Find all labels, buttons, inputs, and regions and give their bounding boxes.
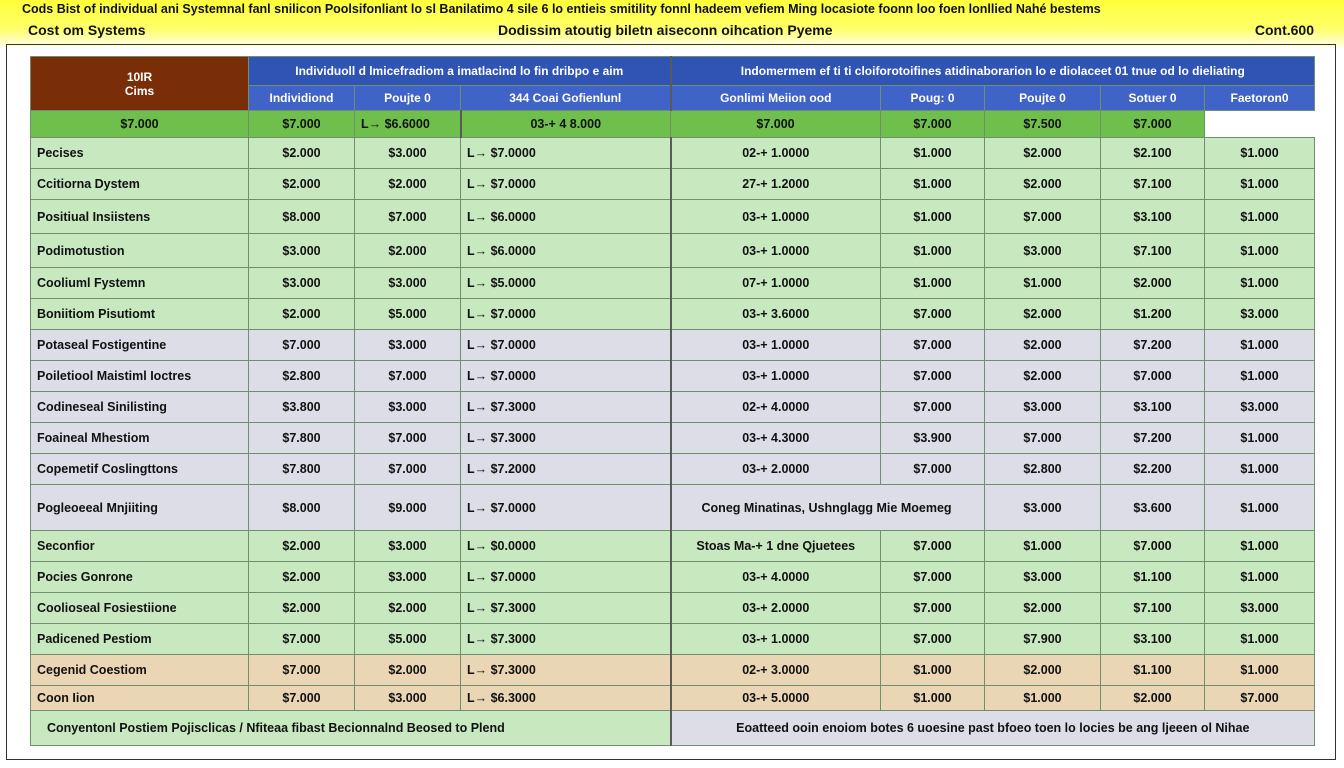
table-cell: 03-+ 1.0000 [671,624,881,655]
table-cell: $7.100 [1101,234,1205,268]
table-cell: $3.000 [985,392,1101,423]
table-row[interactable] [31,531,1315,562]
table-cell: $3.800 [249,392,355,423]
table-cell: $1.000 [1205,655,1315,686]
table-cell: $2.000 [985,361,1101,392]
table-cell: $2.800 [249,361,355,392]
table-cell: $7.000 [881,531,985,562]
table-cell: $3.900 [881,423,985,454]
column-header[interactable]: Poujte 0 [355,86,461,111]
table-cell: L→ $6.0000 [461,200,671,234]
table-row[interactable] [31,111,1315,138]
table-cell: $7.000 [881,562,985,593]
column-header[interactable]: Poujte 0 [985,86,1101,111]
table-cell: $5.000 [355,624,461,655]
table-cell: 03-+ 4.0000 [671,562,881,593]
table-cell: 07-+ 1.0000 [671,268,881,299]
column-header[interactable]: Sotuer 0 [1101,86,1205,111]
table-cell: $1.000 [881,686,985,711]
corner-header-line: Cims [124,83,155,98]
table-cell: 02-+ 4.0000 [671,392,881,423]
table-cell: $3.000 [355,330,461,361]
table-cell: $3.000 [985,562,1101,593]
table-cell: L→ $5.0000 [461,268,671,299]
table-cell: $7.000 [985,423,1101,454]
table-cell: 03-+ 3.6000 [671,299,881,330]
table-cell: L→ $7.3000 [461,392,671,423]
table-cell: $1.000 [985,268,1101,299]
table-cell: $3.100 [1101,200,1205,234]
table-cell: $7.000 [985,200,1101,234]
table-cell: Stoas Ma-+ 1 dne Qjuetees [671,531,881,562]
group-header-left: Individuoll d lmicefradiom a imatlacind lo fin dribpo e aim [249,57,671,86]
table-row[interactable] [31,138,1315,169]
table-cell: $7.000 [1205,686,1315,711]
table-row[interactable] [31,624,1315,655]
table-cell: 03-+ 2.0000 [671,454,881,485]
table-cell: $7.000 [1101,111,1205,138]
table-cell: $2.000 [985,138,1101,169]
table-cell: $2.200 [1101,454,1205,485]
table-cell: $5.000 [355,299,461,330]
row-label: Pecises [31,138,249,169]
table-cell: $2.100 [1101,138,1205,169]
table-cell: $3.000 [249,268,355,299]
table-cell: $1.000 [881,169,985,200]
table-cell: $3.000 [1205,299,1315,330]
corner-header-line: 10IR [126,69,153,84]
table-cell: L→ $7.0000 [461,562,671,593]
table-cell: $1.000 [881,234,985,268]
table-cell: $7.200 [1101,423,1205,454]
table-cell: $7.000 [881,111,985,138]
table-cell: $3.100 [1101,392,1205,423]
table-row[interactable] [31,562,1315,593]
table-cell: 03-+ 1.0000 [671,361,881,392]
column-header[interactable]: Individiond [249,86,355,111]
table-cell: $8.000 [249,485,355,531]
group-header-right: Indomermem ef ti ti cloiforotoifines atidinaborarion lo e diolaceet 01 tnue od lo dieliating [671,57,1315,86]
column-header[interactable]: 344 Coai Gofienlunl [461,86,671,111]
row-label: Foaineal Mhestiom [31,423,249,454]
table-cell: $7.000 [881,330,985,361]
table-cell: $7.000 [881,624,985,655]
row-label: Podimotustion [31,234,249,268]
table-cell: $2.000 [355,655,461,686]
table-cell: 03-+ 4.3000 [671,423,881,454]
table-row[interactable] [31,593,1315,624]
column-header[interactable]: Poug: 0 [881,86,985,111]
banner-description: Cods Bist of individual ani Systemnal fanl snilicon Poolsifonliant lo sl Banilatimo 4 sile 6 lo entieis smitility fonnl hadeem vefiem Ming locasiote foonn loo foen lonllied Nahé bestems [22,2,1101,16]
column-header[interactable]: Gonlimi Meiion ood [671,86,881,111]
row-label: Pogleoeeal Mnjiiting [31,485,249,531]
table-cell: $2.000 [985,593,1101,624]
table-cell: L→ $7.0000 [461,330,671,361]
table-row[interactable] [31,454,1315,485]
table-cell: L→ $6.0000 [461,234,671,268]
table-cell: $2.000 [1101,686,1205,711]
table-cell: Coneg Minatinas, Ushnglagg Mie Moemeg [671,485,985,531]
table-cell: L→ $6.6000 [355,111,461,138]
table-cell: $2.000 [355,234,461,268]
row-label: Boniitiom Pisutiomt [31,299,249,330]
table-cell: $2.000 [249,169,355,200]
table-row[interactable] [31,655,1315,686]
row-label: Cooliuml Fystemn [31,268,249,299]
table-cell: $1.200 [1101,299,1205,330]
table-cell: $7.200 [1101,330,1205,361]
row-label: Cegenid Coestiom [31,655,249,686]
table-cell: $7.000 [1101,361,1205,392]
table-cell: $2.000 [249,593,355,624]
title-banner [0,0,1344,48]
table-cell: $1.000 [1205,268,1315,299]
table-cell: L→ $6.3000 [461,686,671,711]
table-cell: 03-+ 5.0000 [671,686,881,711]
banner-left-title: Cost om Systems [28,22,146,38]
table-cell: $1.000 [1205,361,1315,392]
table-cell: L→ $7.2000 [461,454,671,485]
table-cell: $3.600 [1101,485,1205,531]
table-cell: $3.000 [355,268,461,299]
table-cell: $3.000 [1205,593,1315,624]
table-cell: $1.000 [1205,531,1315,562]
table-cell: $7.100 [1101,593,1205,624]
table-cell: $2.800 [985,454,1101,485]
table-cell: 03-+ 1.0000 [671,330,881,361]
header-group-row [31,57,1315,86]
table-cell: $3.000 [1205,392,1315,423]
table-cell: $2.000 [249,299,355,330]
table-cell: $3.000 [355,138,461,169]
table-cell: $7.000 [881,454,985,485]
table-cell: $7.000 [355,200,461,234]
table-row[interactable] [31,686,1315,711]
table-cell: L→ $7.3000 [461,655,671,686]
table-cell: $7.000 [31,111,249,138]
banner-center-title: Dodissim atoutig biletn aiseconn oihcation Pyeme [498,22,833,38]
table-cell: 03-+ 1.0000 [671,234,881,268]
table-cell: 03-+ 4 8.000 [461,111,671,138]
row-label: Seconfior [31,531,249,562]
table-row[interactable] [31,299,1315,330]
table-cell: $1.100 [1101,655,1205,686]
footer-row [31,711,1315,746]
table-cell: $1.000 [1205,562,1315,593]
table-cell: 02-+ 3.0000 [671,655,881,686]
table-cell: $1.000 [1205,234,1315,268]
table-row[interactable] [31,392,1315,423]
table-cell: $2.000 [355,593,461,624]
row-label: Ccitiorna Dystem [31,169,249,200]
table-cell: $3.000 [355,531,461,562]
footer-note-right: Eoatteed ooin enoiom botes 6 uoesine past bfoeo toen lo locies be ang ljeeen ol Nihae [671,711,1315,746]
column-header[interactable]: Faetoron0 [1205,86,1315,111]
table-cell: L→ $7.3000 [461,593,671,624]
table-cell: $3.000 [249,234,355,268]
table-cell: $7.000 [249,330,355,361]
table-cell: $2.000 [985,330,1101,361]
table-cell: $1.000 [1205,454,1315,485]
table-cell: $1.000 [985,531,1101,562]
table-cell: $2.000 [355,169,461,200]
table-cell: $8.000 [249,200,355,234]
table-cell: 03-+ 1.0000 [671,200,881,234]
cost-table [30,56,1315,746]
table-cell: $7.800 [249,454,355,485]
table-row[interactable] [31,361,1315,392]
table-cell: L→ $7.3000 [461,423,671,454]
table-cell: $2.000 [985,655,1101,686]
table-cell: $7.000 [881,361,985,392]
corner-header [31,57,249,111]
row-label: Copemetif Coslingttons [31,454,249,485]
table-cell: $7.000 [249,655,355,686]
table-cell: $1.000 [1205,169,1315,200]
table-cell: L→ $7.3000 [461,624,671,655]
table-cell: $2.000 [1101,268,1205,299]
table-cell: $7.000 [355,454,461,485]
table-cell: 02-+ 1.0000 [671,138,881,169]
table-cell: $2.000 [249,531,355,562]
table-cell: $2.000 [249,138,355,169]
table-cell: $3.000 [355,562,461,593]
table-cell: L→ $7.0000 [461,485,671,531]
table-cell: $7.000 [671,111,881,138]
table-cell: $3.100 [1101,624,1205,655]
table-cell: $7.800 [249,423,355,454]
table-cell: 27-+ 1.2000 [671,169,881,200]
table-cell: $1.000 [1205,485,1315,531]
footer-note-left: Conyentonl Postiem Pojisclicas / Nfiteaa fibast Becionnalnd Beosed to Plend [31,711,671,746]
table-cell: $1.000 [881,138,985,169]
table-cell: $3.000 [985,485,1101,531]
table-row[interactable] [31,268,1315,299]
table-cell: $2.000 [249,562,355,593]
row-label: Codineseal Sinilisting [31,392,249,423]
table-cell: $7.000 [881,299,985,330]
table-cell: $1.000 [985,686,1101,711]
table-cell: $7.000 [1101,531,1205,562]
table-cell: L→ $7.0000 [461,361,671,392]
row-label: Poiletiool Maistiml Ioctres [31,361,249,392]
table-cell: $7.500 [985,111,1101,138]
table-cell: L→ $7.0000 [461,138,671,169]
table-cell: $1.000 [881,268,985,299]
table-cell: $3.000 [355,686,461,711]
table-cell: $1.000 [1205,138,1315,169]
table-cell: L→ $7.0000 [461,299,671,330]
table-row[interactable] [31,330,1315,361]
table-cell: $7.000 [249,111,355,138]
table-cell: $7.000 [249,686,355,711]
table-row[interactable] [31,169,1315,200]
table-cell: $2.000 [985,169,1101,200]
table-cell: L→ $0.0000 [461,531,671,562]
table-cell: $9.000 [355,485,461,531]
table-cell: $3.000 [985,234,1101,268]
table-cell: $7.000 [355,361,461,392]
table-cell: $7.900 [985,624,1101,655]
row-label: Potaseal Fostigentine [31,330,249,361]
table-cell: L→ $7.0000 [461,169,671,200]
row-label: Pocies Gonrone [31,562,249,593]
table-cell: $1.000 [1205,200,1315,234]
table-cell: $1.000 [881,200,985,234]
table-cell: $1.100 [1101,562,1205,593]
table-row[interactable] [31,423,1315,454]
table-cell: $7.000 [355,423,461,454]
table-row[interactable] [31,200,1315,234]
table-cell: $7.000 [249,624,355,655]
table-cell: $1.000 [1205,624,1315,655]
table-row[interactable] [31,485,1315,531]
table-cell: $2.000 [985,299,1101,330]
table-cell: $3.000 [355,392,461,423]
table-cell: $7.100 [1101,169,1205,200]
table-cell: $1.000 [1205,423,1315,454]
table-cell: $7.000 [881,392,985,423]
row-label: Coolioseal Fosiestiione [31,593,249,624]
row-label: Coon Iion [31,686,249,711]
table-cell: 03-+ 2.0000 [671,593,881,624]
table-cell: $7.000 [881,593,985,624]
row-label: Padicened Pestiom [31,624,249,655]
table-cell: $1.000 [881,655,985,686]
table-cell: $1.000 [1205,330,1315,361]
table-row[interactable] [31,234,1315,268]
banner-right-value: Cont.600 [1254,22,1314,38]
row-label: Positiual Insiistens [31,200,249,234]
